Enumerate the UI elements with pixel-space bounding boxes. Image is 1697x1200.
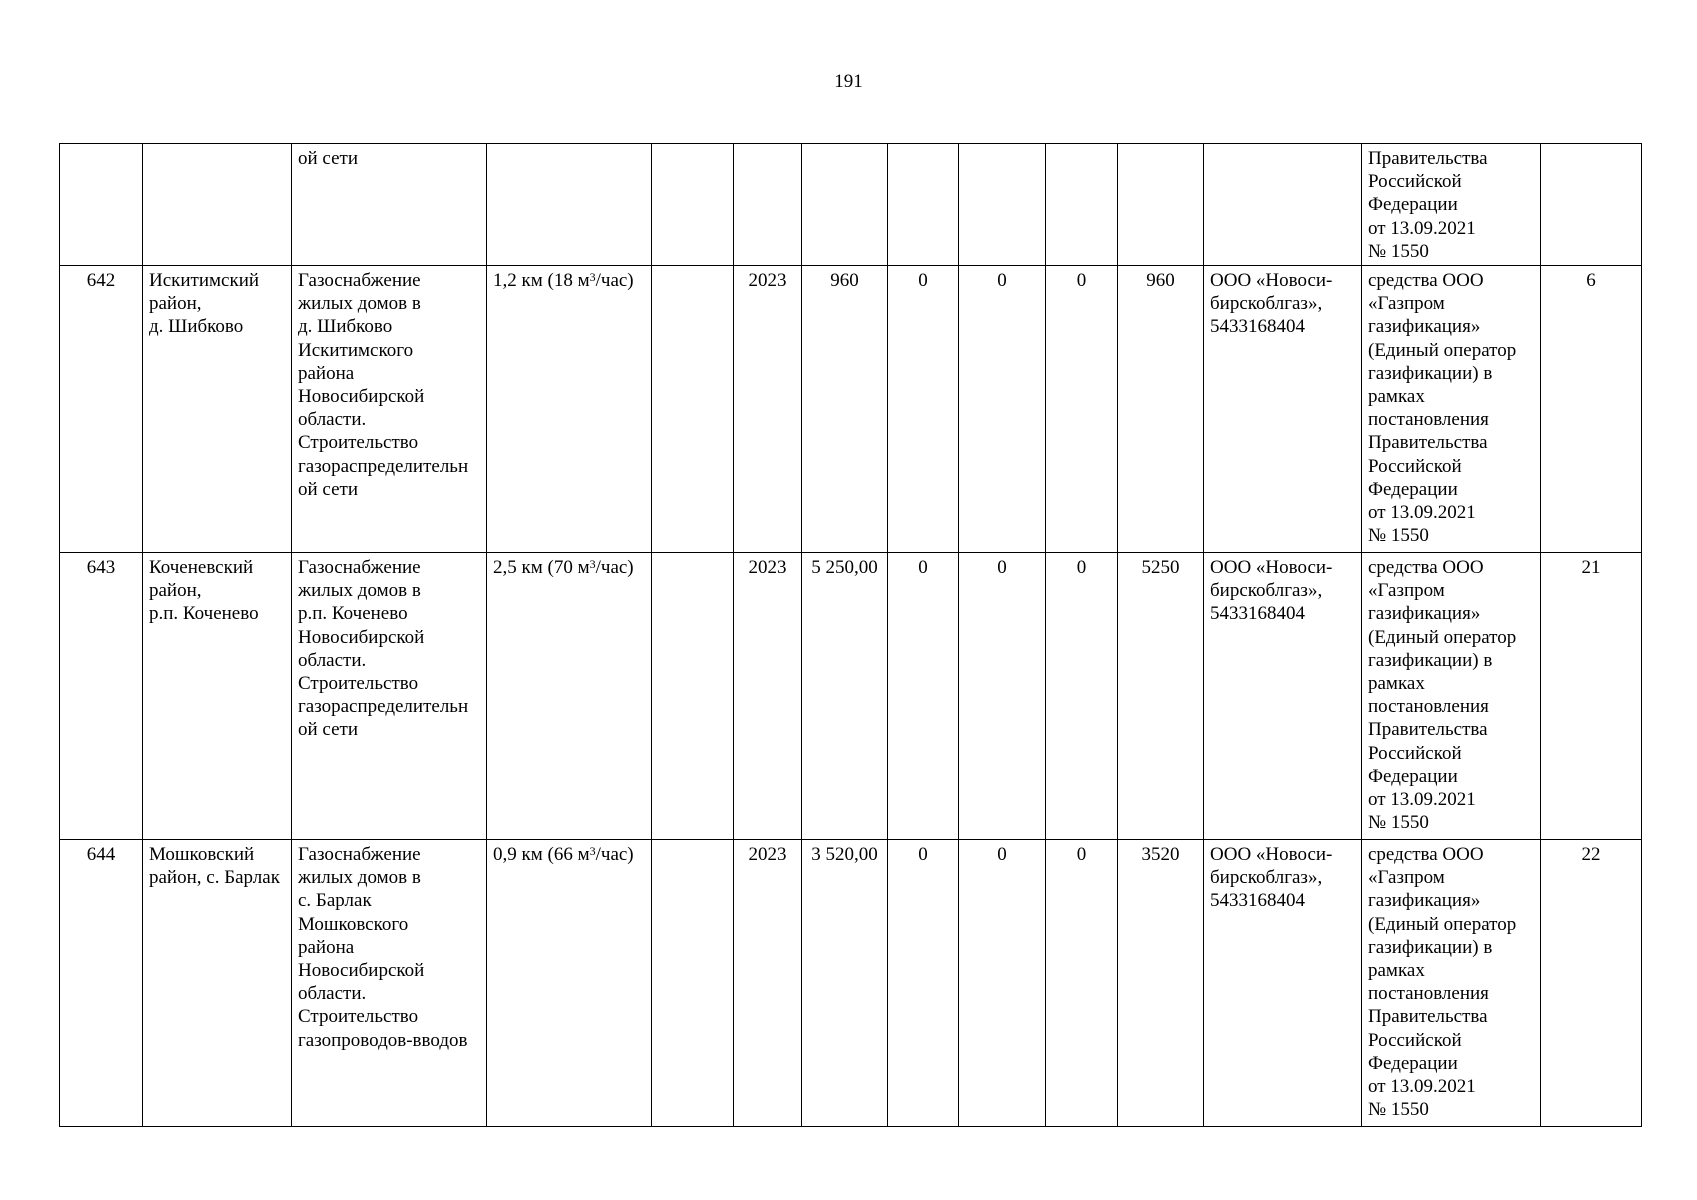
cell-line: район, — [149, 580, 202, 602]
cell-line: Искитимский — [149, 270, 260, 291]
capacity-cell: 1,2 км (18 $м^3/час$) — [487, 266, 652, 553]
cell-line: газопроводов-вводов — [298, 1029, 468, 1051]
last-cell: 22 — [1541, 840, 1642, 1127]
cell-line: Федерации — [1368, 1052, 1458, 1074]
cell-line: Федерации — [1368, 194, 1458, 216]
cell-line: бирскоблгаз», — [1210, 293, 1323, 315]
cell-line: Искитимского — [298, 339, 414, 361]
organization-cell — [1204, 840, 1362, 1127]
cell-line: Правительства — [1368, 1006, 1488, 1028]
organization-cell — [1204, 144, 1362, 266]
district-cell — [143, 840, 292, 1127]
value-cell: 3520 — [1118, 840, 1204, 1127]
num-cell — [60, 144, 143, 266]
year-cell: 2023 — [734, 553, 802, 840]
cell-line: 5433168404 — [1210, 316, 1305, 338]
cell-line: области. — [298, 409, 367, 431]
empty-cell — [652, 144, 734, 266]
cell-line: с. Барлак — [298, 890, 372, 912]
cell-line: Правительства — [1368, 432, 1488, 454]
cell-line: Газоснабжение — [298, 557, 421, 578]
num-cell: 642 — [60, 266, 143, 553]
cell-line: Федерации — [1368, 765, 1458, 787]
year-cell: 2023 — [734, 266, 802, 553]
cell-line: Российской — [1368, 742, 1462, 764]
empty-cell — [652, 553, 734, 840]
cell-line: Строительство — [298, 1006, 419, 1028]
value-cell: 0 — [1046, 266, 1118, 553]
table-row — [60, 840, 1642, 1127]
cell-line: «Газпром — [1368, 293, 1445, 315]
total-cell: 5 250,00 — [802, 553, 888, 840]
cell-line: рамках — [1368, 386, 1425, 408]
cell-line: «Газпром — [1368, 580, 1445, 602]
cell-line: № 1550 — [1368, 1099, 1429, 1121]
value-cell: 0 — [888, 553, 959, 840]
cell-line: район, с. Барлак — [149, 867, 280, 889]
empty-cell — [652, 840, 734, 1127]
cell-line: средства ООО — [1368, 844, 1484, 865]
cell-line: газификация» — [1368, 890, 1481, 912]
cell-line: р.п. Коченево — [149, 603, 259, 625]
cell-line: (Единый оператор — [1368, 913, 1517, 935]
cell-line: рамках — [1368, 960, 1425, 982]
cell-line: Новосибирской — [298, 960, 425, 982]
year-cell — [734, 144, 802, 266]
cell-line: от 13.09.2021 — [1368, 217, 1476, 239]
cell-line: газификации) в — [1368, 936, 1493, 958]
page-number: 191 — [834, 71, 863, 92]
cell-line: р.п. Коченево — [298, 603, 408, 625]
cell-line: № 1550 — [1368, 525, 1429, 547]
cell-line: Новосибирской — [298, 386, 425, 408]
cell-line: Правительства — [1368, 148, 1488, 169]
table-row — [60, 144, 1642, 266]
cell-line: газификация» — [1368, 603, 1481, 625]
cell-line: Мошковского — [298, 913, 409, 935]
value-cell — [959, 144, 1046, 266]
value-cell — [888, 144, 959, 266]
cell-line: газораспределительн — [298, 696, 469, 718]
description-cell — [292, 144, 487, 266]
description-cell — [292, 840, 487, 1127]
last-cell: 21 — [1541, 553, 1642, 840]
cell-line: средства ООО — [1368, 270, 1484, 291]
value-cell — [1118, 144, 1204, 266]
cell-line: средства ООО — [1368, 557, 1484, 578]
cell-line: Новосибирской — [298, 626, 425, 648]
cell-line: ой сети — [298, 478, 358, 500]
cell-line: Российской — [1368, 171, 1462, 193]
num-cell: 644 — [60, 840, 143, 1127]
cell-line: Федерации — [1368, 478, 1458, 500]
last-cell: 6 — [1541, 266, 1642, 553]
cell-line: Российской — [1368, 455, 1462, 477]
table-row — [60, 553, 1642, 840]
district-cell — [143, 553, 292, 840]
investment-program-table — [59, 143, 1642, 1127]
cell-line: области. — [298, 983, 367, 1005]
value-cell: 0 — [888, 840, 959, 1127]
cell-line: газораспределительн — [298, 455, 469, 477]
cell-line: д. Шибково — [149, 316, 244, 338]
value-cell: 0 — [888, 266, 959, 553]
cell-line: Правительства — [1368, 719, 1488, 741]
cell-line: ООО «Новоси- — [1210, 557, 1333, 578]
cell-line: ой сети — [298, 719, 358, 741]
last-cell — [1541, 144, 1642, 266]
funding-source-cell — [1362, 840, 1541, 1127]
cell-line: бирскоблгаз», — [1210, 867, 1323, 889]
table-row — [60, 266, 1642, 553]
cell-line: 5433168404 — [1210, 603, 1305, 625]
capacity-cell: 0,9 км (66 $м^3/час$) — [487, 840, 652, 1127]
total-cell: 3 520,00 — [802, 840, 888, 1127]
cell-line: постановления — [1368, 696, 1489, 718]
organization-cell — [1204, 266, 1362, 553]
empty-cell — [652, 266, 734, 553]
cell-line: от 13.09.2021 — [1368, 789, 1476, 811]
value-cell: 5250 — [1118, 553, 1204, 840]
district-cell — [143, 266, 292, 553]
cell-line: постановления — [1368, 409, 1489, 431]
cell-line: области. — [298, 649, 367, 671]
cell-line: № 1550 — [1368, 240, 1429, 262]
cell-line: газификации) в — [1368, 649, 1493, 671]
value-cell: 960 — [1118, 266, 1204, 553]
cell-line: Мошковский — [149, 844, 255, 865]
cell-line: Российской — [1368, 1029, 1462, 1051]
value-cell: 0 — [1046, 553, 1118, 840]
cell-line: от 13.09.2021 — [1368, 502, 1476, 524]
value-cell: 0 — [1046, 840, 1118, 1127]
cell-line: жилых домов в — [298, 867, 421, 889]
funding-source-cell — [1362, 266, 1541, 553]
value-cell: 0 — [959, 840, 1046, 1127]
funding-source-cell — [1362, 144, 1541, 266]
funding-source-cell — [1362, 553, 1541, 840]
cell-line: ООО «Новоси- — [1210, 270, 1333, 291]
cell-line: газификация» — [1368, 316, 1481, 338]
cell-line: Строительство — [298, 673, 419, 695]
cell-line: (Единый оператор — [1368, 339, 1517, 361]
capacity-cell — [487, 144, 652, 266]
cell-line: района — [298, 936, 355, 958]
cell-line: газификации) в — [1368, 362, 1493, 384]
organization-cell — [1204, 553, 1362, 840]
cell-line: Газоснабжение — [298, 270, 421, 291]
cell-line: Строительство — [298, 432, 419, 454]
cell-line: д. Шибково — [298, 316, 393, 338]
cell-line: № 1550 — [1368, 812, 1429, 834]
cell-line: «Газпром — [1368, 867, 1445, 889]
cell-line: Коченевский — [149, 557, 254, 578]
value-cell: 0 — [959, 553, 1046, 840]
district-cell — [143, 144, 292, 266]
capacity-cell: 2,5 км (70 $м^3/час$) — [487, 553, 652, 840]
total-cell: 960 — [802, 266, 888, 553]
cell-line: ой сети — [298, 148, 358, 169]
total-cell — [802, 144, 888, 266]
cell-line: жилых домов в — [298, 580, 421, 602]
cell-line: жилых домов в — [298, 293, 421, 315]
cell-line: ООО «Новоси- — [1210, 844, 1333, 865]
cell-line: от 13.09.2021 — [1368, 1076, 1476, 1098]
cell-line: рамках — [1368, 673, 1425, 695]
value-cell: 0 — [959, 266, 1046, 553]
cell-line: район, — [149, 293, 202, 315]
cell-line: (Единый оператор — [1368, 626, 1517, 648]
year-cell: 2023 — [734, 840, 802, 1127]
value-cell — [1046, 144, 1118, 266]
description-cell — [292, 553, 487, 840]
cell-line: бирскоблгаз», — [1210, 580, 1323, 602]
cell-line: Газоснабжение — [298, 844, 421, 865]
cell-line: района — [298, 362, 355, 384]
cell-line: 5433168404 — [1210, 890, 1305, 912]
description-cell — [292, 266, 487, 553]
cell-line: постановления — [1368, 983, 1489, 1005]
num-cell: 643 — [60, 553, 143, 840]
